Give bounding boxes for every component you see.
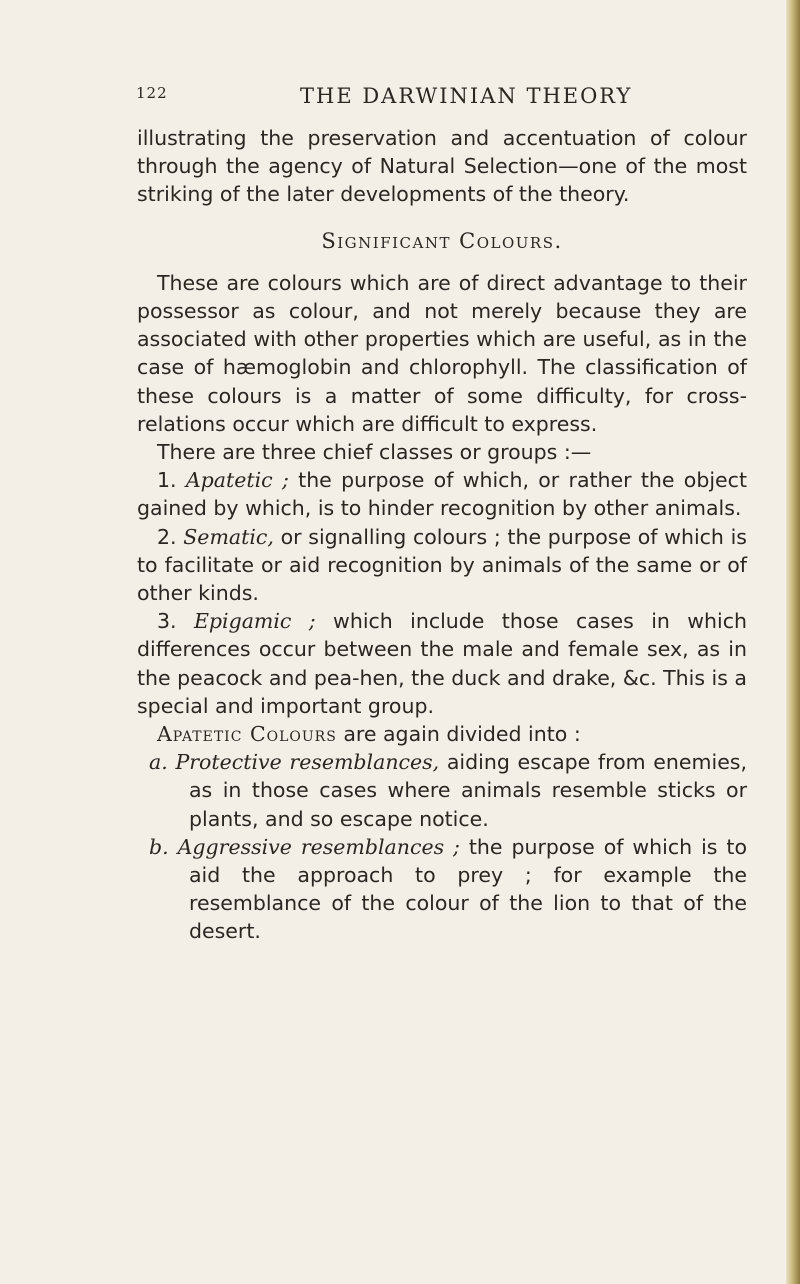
sub-item [137,748,747,833]
class-item [137,466,747,522]
apatetic-heading: Apatetic Colours [157,722,337,747]
sub-text: aiding escape from enemies, as in those cases where animals resemble sticks or plants, and so escape notice. [189,750,747,831]
page-body [137,124,747,946]
sub-term: Protective resemblances, [175,750,440,775]
sub-letter: b. [149,834,169,859]
sub-term: Aggressive resemblances ; [177,834,460,859]
class-text: or signalling colours ; the purpose of which is to facilitate or aid recognition by animals of the same or of other kinds. [137,524,747,606]
sub-letter: a. [149,750,168,775]
classes-intro: There are three chief classes or groups :— [157,440,592,465]
class-number: 3. [157,609,177,634]
sub-item [137,833,747,946]
page-number: 122 [136,84,168,102]
intro-paragraph: illustrating the preservation and accentuation of colour through the agency of Natural Selection—one of the most striking of the later developments of the theory. [137,126,747,207]
apatetic-rest: are again divided into : [336,722,581,747]
class-term: Sematic, [183,524,274,549]
sub-text: the purpose of which is to aid the approach to prey ; for example the resemblance of the colour of the lion to that of the desert. [189,834,747,944]
class-text: the purpose of which, or rather the object gained by which, is to hinder recognition by other animals. [137,468,747,521]
class-number: 2. [157,524,177,549]
definition-paragraph: These are colours which are of direct advantage to their possessor as colour, and not merely because they are associated with other properties which are useful, as in the case of hæmoglobin and chlorophyll. The classification of these colours is a matter of some difficulty, for cross-relations occur which are difficult to express. [137,270,747,436]
section-heading: Significant Colours. [321,228,563,253]
running-head: THE DARWINIAN THEORY [300,84,633,108]
class-item [137,523,747,608]
page-edge [786,0,800,1284]
class-term: Apatetic ; [185,468,289,493]
class-number: 1. [157,468,177,493]
class-item [137,607,747,720]
class-term: Epigamic ; [193,609,316,634]
class-text: which include those cases in which differences occur between the male and female sex, as in the peacock and pea-hen, the duck and drake, &c. This is a special and important group. [137,609,747,718]
apatetic-intro [137,720,747,748]
